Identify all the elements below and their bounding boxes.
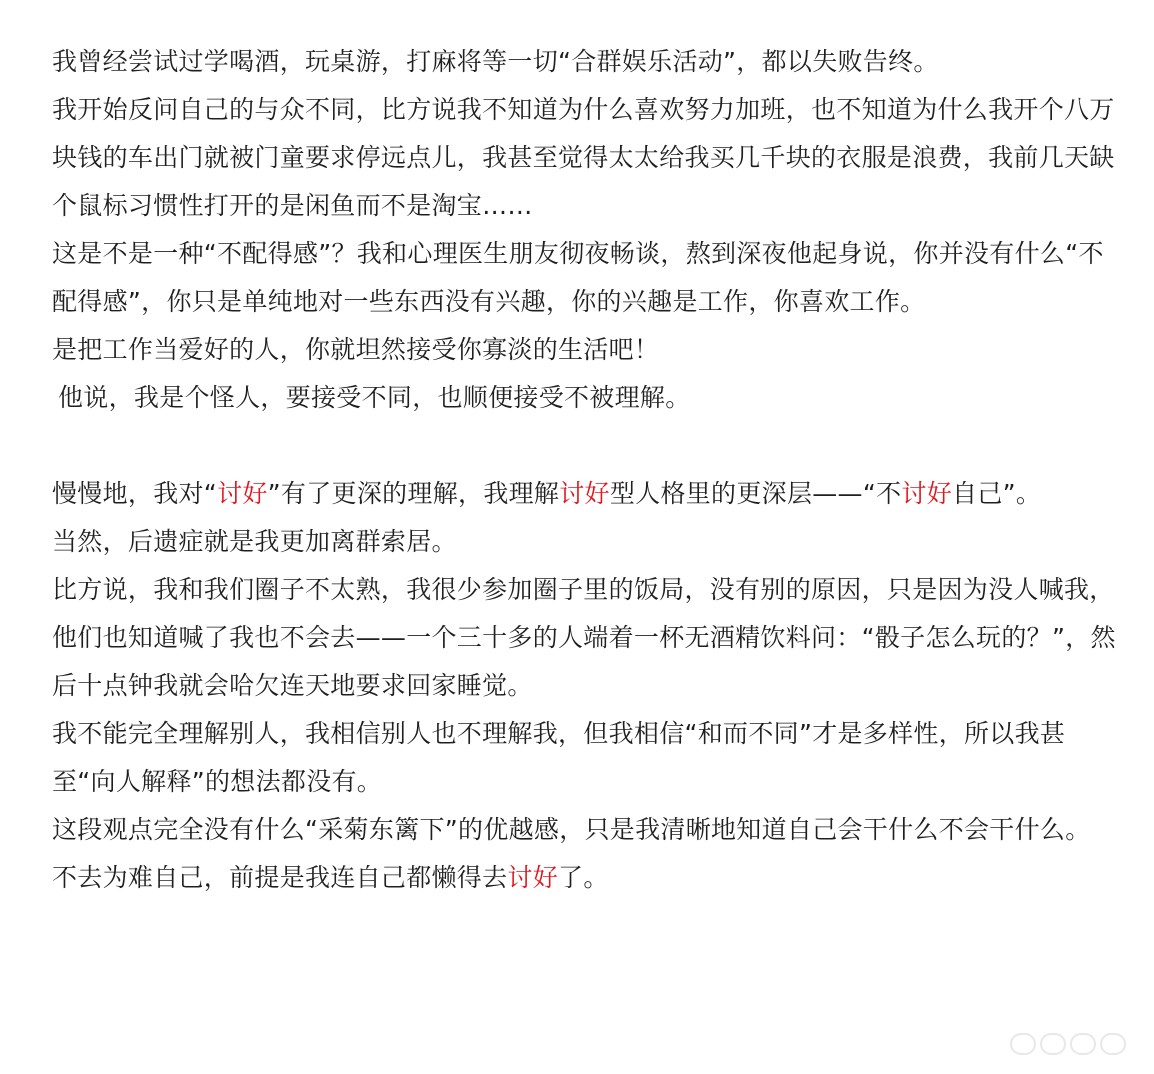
paragraph-9: 我不能完全理解别人，我相信别人也不理解我，但我相信“和而不同”才是多样性，所以我甚至“向人解释”的想法都没有。 (52, 719, 1066, 796)
highlight-keyword: 讨好 (217, 479, 268, 508)
watermark-icon (1010, 1030, 1130, 1058)
paragraph-3: 这是不是一种“不配得感”？我和心理医生朋友彻夜畅谈，熬到深夜他起身说，你并没有什么“不配得感”，你只是单纯地对一些东西没有兴趣，你的兴趣是工作，你喜欢工作。 (52, 239, 1104, 316)
highlight-keyword: 讨好 (559, 479, 610, 508)
article-body (52, 38, 1117, 902)
paragraph-11-text-1: 不去为难自己，前提是我连自己都懒得去 (52, 863, 508, 892)
paragraph-6-text-4: 自己”。 (952, 479, 1042, 508)
paragraph-2: 我开始反问自己的与众不同，比方说我不知道为什么喜欢努力加班，也不知道为什么我开个八万块钱的车出门就被门童要求停远点儿，我甚至觉得太太给我买几千块的衣服是浪费，我前几天缺个鼠标习惯性打开的是闲鱼而不是淘宝…… (52, 95, 1115, 220)
paragraph-6-text-3: 型人格里的更深层——“不 (609, 479, 902, 508)
paragraph-6-text-2: ”有了更深的理解，我理解 (267, 479, 560, 508)
paragraph-7: 当然，后遗症就是我更加离群索居。 (52, 527, 457, 556)
highlight-keyword: 讨好 (901, 479, 953, 508)
paragraph-5: 他说，我是个怪人，要接受不同，也顺便接受不被理解。 (58, 383, 691, 412)
paragraph-10: 这段观点完全没有什么“采菊东篱下”的优越感，只是我清晰地知道自己会干什么不会干什么。 (52, 815, 1091, 844)
paragraph-11-text-2: 了。 (558, 863, 609, 892)
highlight-keyword: 讨好 (507, 863, 559, 892)
paragraph-6 (52, 470, 1117, 518)
paragraph-spacer (52, 422, 1117, 470)
paragraph-1: 我曾经尝试过学喝酒，玩桌游，打麻将等一切“合群娱乐活动”，都以失败告终。 (52, 47, 939, 76)
paragraph-4: 是把工作当爱好的人，你就坦然接受你寡淡的生活吧！ (52, 335, 660, 364)
paragraph-11 (52, 854, 1117, 902)
paragraph-8: 比方说，我和我们圈子不太熟，我很少参加圈子里的饭局，没有别的原因，只是因为没人喊我，他们也知道喊了我也不会去——一个三十多的人端着一杯无酒精饮料问：“骰子怎么玩的？”，然后十点钟我就会哈欠连天地要求回家睡觉。 (52, 575, 1116, 700)
paragraph-6-text-1: 慢慢地，我对“ (52, 479, 218, 508)
